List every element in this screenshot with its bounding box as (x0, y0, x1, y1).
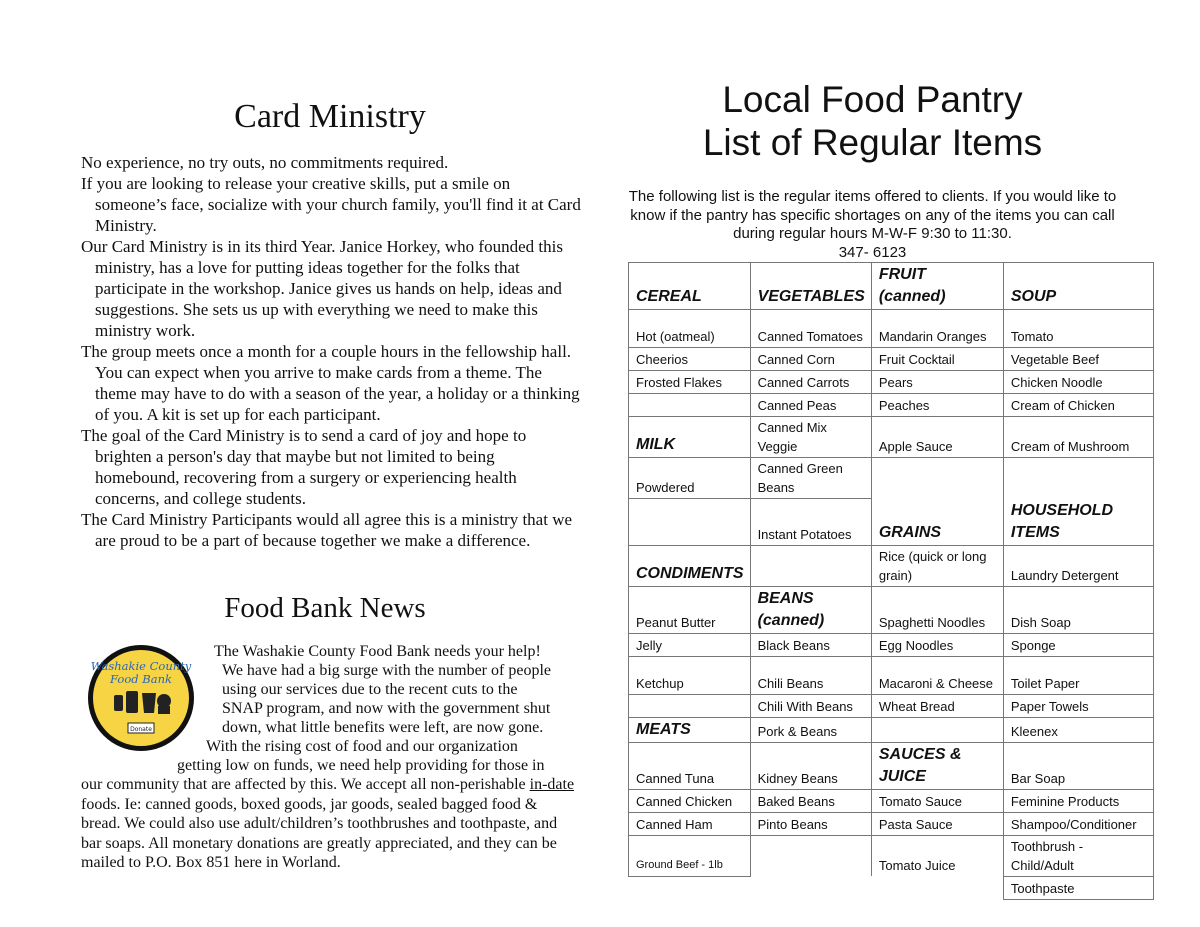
pantry-cell: Bar Soap (1003, 742, 1153, 789)
card-ministry-paragraph: The goal of the Card Ministry is to send a card of joy and hope to brighten a person's day that maybe but not limited to being homebound, recovering from a surgery or experiencing health concerns, and college students. (81, 426, 527, 508)
pantry-cell: Rice (quick or long grain) (871, 545, 1003, 586)
pantry-cell: Fruit Cocktail (871, 348, 1003, 371)
pantry-row (629, 263, 1154, 310)
pantry-intro: The following list is the regular items offered to clients. If you would like to know if the pantry has specific shortages on any of the items you can call during regular hours M-W-F 9:30 to 11:30. 347- 6123 (610, 188, 1135, 262)
pantry-cell: Canned Corn (750, 348, 871, 371)
card-ministry-paragraph: Our Card Ministry is in its third Year. Janice Horkey, who founded this ministry, has a love for putting ideas together for the folks that participate in the workshop. Janice gives us hands on help, ideas and suggestions. She sets us up with everything we need to make this ministry work. (81, 237, 563, 340)
pantry-row (629, 348, 1154, 371)
pantry-cell: Black Beans (750, 633, 871, 656)
logo-donate-label: Donate (130, 726, 152, 733)
food-bank-logo (86, 643, 196, 753)
pantry-cell (1003, 458, 1153, 499)
pantry-cell: CONDIMENTS (629, 545, 751, 586)
card-ministry-paragraph: No experience, no try outs, no commitments required. (81, 153, 449, 172)
pantry-cell: Tomato Sauce (871, 789, 1003, 812)
card-ministry-paragraph: The Card Ministry Participants would all agree this is a ministry that we are proud to be a part of because together we make a difference. (81, 510, 573, 550)
pantry-row (629, 499, 1154, 546)
pantry-cell: Peanut Butter (629, 586, 751, 633)
pantry-cell: Paper Towels (1003, 694, 1153, 717)
pantry-cell (750, 876, 871, 899)
pantry-cell (629, 876, 751, 899)
pantry-cell: Canned Ham (629, 812, 751, 835)
pantry-cell (871, 717, 1003, 742)
pantry-cell: Toilet Paper (1003, 656, 1153, 694)
pantry-cell: Toothpaste (1003, 876, 1153, 899)
pantry-cell: BEANS (canned) (750, 586, 871, 633)
pantry-cell: Frosted Flakes (629, 371, 751, 394)
pantry-cell: FRUIT (canned) (871, 263, 1003, 310)
pantry-cell: Feminine Products (1003, 789, 1153, 812)
pantry-cell (629, 394, 751, 417)
pantry-row (629, 835, 1154, 876)
pantry-cell: Canned Chicken (629, 789, 751, 812)
pantry-cell: Ground Beef - 1lb (629, 835, 751, 876)
pantry-cell: Laundry Detergent (1003, 545, 1153, 586)
pantry-cell: Pork & Beans (750, 717, 871, 742)
pantry-cell (629, 499, 751, 546)
svg-text:Washakie County: Washakie County (90, 659, 192, 673)
pantry-cell: Mandarin Oranges (871, 310, 1003, 348)
pantry-cell: Cream of Chicken (1003, 394, 1153, 417)
pantry-cell (750, 545, 871, 586)
pantry-row (629, 633, 1154, 656)
pantry-items-table (628, 262, 1154, 900)
pantry-cell: Ketchup (629, 656, 751, 694)
pantry-row (629, 310, 1154, 348)
pantry-cell: Sponge (1003, 633, 1153, 656)
pantry-cell: Peaches (871, 394, 1003, 417)
pantry-row (629, 694, 1154, 717)
pantry-cell: Canned Tomatoes (750, 310, 871, 348)
svg-text:Food Bank: Food Bank (110, 672, 172, 686)
in-date-underlined: in-date (529, 776, 575, 793)
card-ministry-paragraph: The group meets once a month for a couple hours in the fellowship hall. You can expect when you arrive to make cards from a theme. The theme may have to do with a season of the year, a holiday or a thinking of you. A kit is set up for each participant. (81, 342, 580, 424)
pantry-cell: Macaroni & Cheese (871, 656, 1003, 694)
pantry-cell (750, 835, 871, 876)
pantry-cell: Toothbrush - Child/Adult (1003, 835, 1153, 876)
food-bank-line: We have had a big surge with the number of people (222, 662, 551, 679)
card-ministry-paragraph: If you are looking to release your creative skills, put a smile on someone’s face, socialize with your church family, you'll find it at Card Ministry. (81, 174, 581, 235)
pantry-row (629, 458, 1154, 499)
food-bank-line: With the rising cost of food and our organization (206, 738, 518, 755)
pantry-row (629, 876, 1154, 899)
pantry-cell: Canned Carrots (750, 371, 871, 394)
pantry-cell: Vegetable Beef (1003, 348, 1153, 371)
card-ministry-body (81, 152, 581, 551)
pantry-cell: Shampoo/Conditioner (1003, 812, 1153, 835)
pantry-row (629, 656, 1154, 694)
pantry-cell: MILK (629, 417, 751, 458)
pantry-cell: Instant Potatoes (750, 499, 871, 546)
pantry-cell: Chili Beans (750, 656, 871, 694)
pantry-cell: Chicken Noodle (1003, 371, 1153, 394)
pantry-cell (871, 458, 1003, 499)
pantry-title: Local Food Pantry List of Regular Items (702, 79, 1043, 163)
pantry-cell: Egg Noodles (871, 633, 1003, 656)
pantry-row (629, 371, 1154, 394)
pantry-row (629, 717, 1154, 742)
pantry-cell: Kidney Beans (750, 742, 871, 789)
pantry-cell: Chili With Beans (750, 694, 871, 717)
pantry-cell: Cheerios (629, 348, 751, 371)
food-bank-title: Food Bank News (224, 592, 426, 624)
card-ministry-title: Card Ministry (234, 98, 426, 135)
pantry-cell: Jelly (629, 633, 751, 656)
pantry-cell (629, 694, 751, 717)
pantry-row (629, 742, 1154, 789)
pantry-cell: SOUP (1003, 263, 1153, 310)
pantry-cell: Canned Peas (750, 394, 871, 417)
pantry-cell: Cream of Mushroom (1003, 417, 1153, 458)
pantry-cell: Canned Tuna (629, 742, 751, 789)
pantry-row (629, 812, 1154, 835)
pantry-row (629, 417, 1154, 458)
pantry-cell: Baked Beans (750, 789, 871, 812)
pantry-cell: Dish Soap (1003, 586, 1153, 633)
pantry-row (629, 545, 1154, 586)
pantry-row (629, 586, 1154, 633)
pantry-cell (871, 876, 1003, 899)
pantry-cell: Wheat Bread (871, 694, 1003, 717)
pantry-cell: Kleenex (1003, 717, 1153, 742)
food-bank-line: The Washakie County Food Bank needs your help! (214, 643, 541, 660)
pantry-cell: GRAINS (871, 499, 1003, 546)
pantry-cell: Pears (871, 371, 1003, 394)
pantry-cell: Apple Sauce (871, 417, 1003, 458)
pantry-row (629, 789, 1154, 812)
pantry-cell: CEREAL (629, 263, 751, 310)
pantry-cell: Spaghetti Noodles (871, 586, 1003, 633)
pantry-cell: Pasta Sauce (871, 812, 1003, 835)
pantry-cell: VEGETABLES (750, 263, 871, 310)
food-bank-line: using our services due to the recent cuts to the (222, 681, 518, 698)
pantry-cell: Canned Green Beans (750, 458, 871, 499)
pantry-cell: Hot (oatmeal) (629, 310, 751, 348)
pantry-cell: MEATS (629, 717, 751, 742)
pantry-cell: Pinto Beans (750, 812, 871, 835)
food-bank-line: SNAP program, and now with the government shut (222, 700, 551, 717)
food-bank-rest: our community that are affected by this. We accept all non-perishable in-date foods. Ie: canned goods, boxed goods, jar goods, sealed bagged food & bread. We could also use adult/children’s toothbrushes and toothpaste, and bar soaps. All monetary donations are greatly appreciated, and they can be mailed to P.O. Box 851 here in Worland. (81, 776, 575, 871)
pantry-cell: SAUCES & JUICE (871, 742, 1003, 789)
pantry-cell: Canned Mix Veggie (750, 417, 871, 458)
pantry-row (629, 394, 1154, 417)
pantry-phone: 347- 6123 (838, 243, 907, 261)
food-bank-line: down, what little benefits were left, are now gone. (222, 719, 544, 736)
pantry-cell: Powdered (629, 458, 751, 499)
pantry-cell: Tomato Juice (871, 835, 1003, 876)
pantry-cell: Tomato (1003, 310, 1153, 348)
food-bank-line: getting low on funds, we need help providing for those in (177, 757, 545, 774)
pantry-cell: HOUSEHOLD ITEMS (1003, 499, 1153, 546)
